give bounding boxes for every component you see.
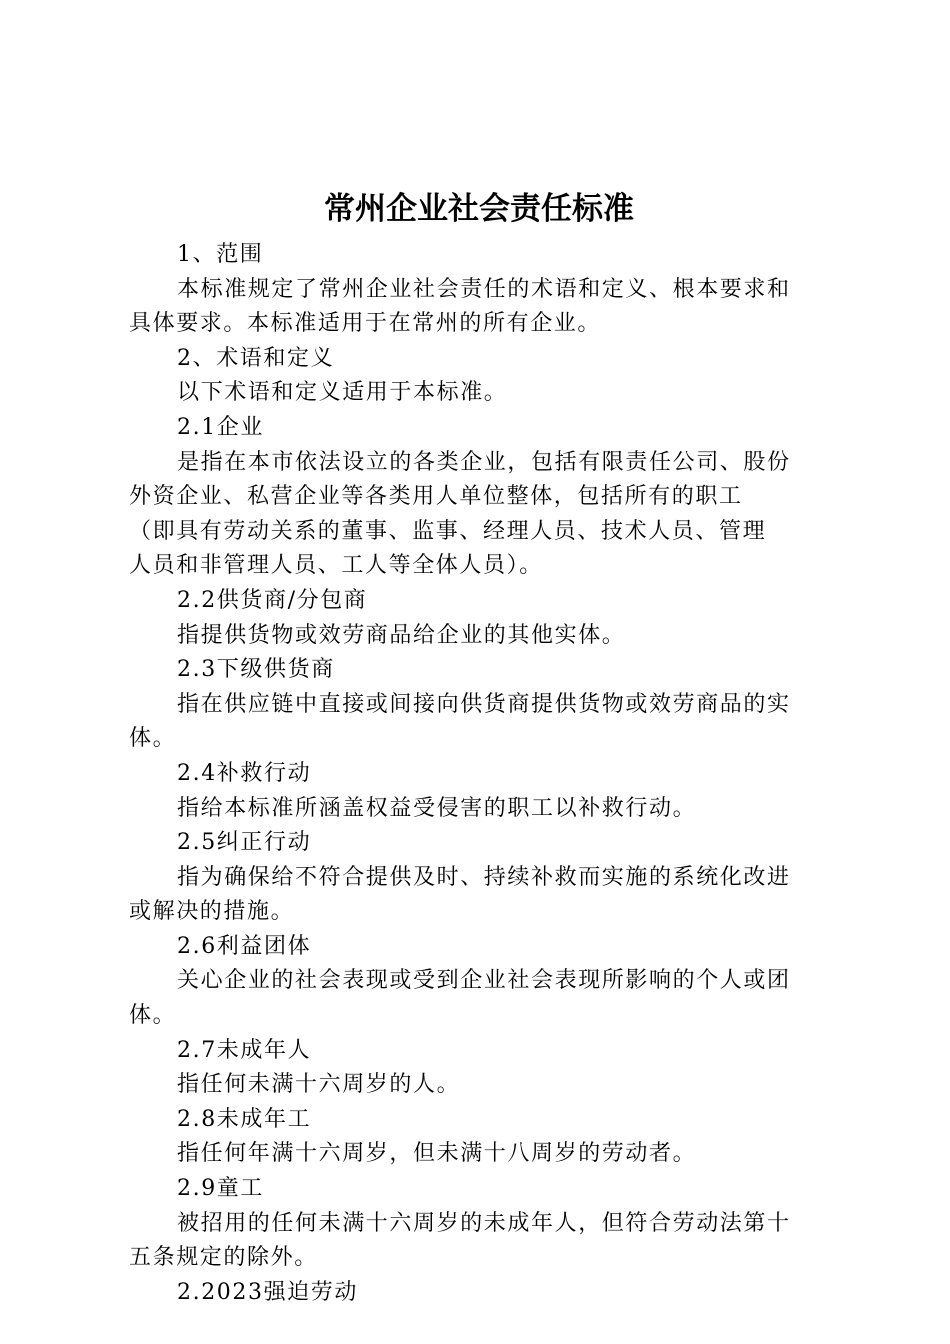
paragraph [129, 688, 833, 757]
section-heading: 1、范围 [177, 242, 264, 267]
section-heading: 2.6利益团体 [177, 933, 312, 959]
paragraph [129, 1207, 833, 1276]
paragraph [129, 1068, 833, 1103]
paragraph-line: 人员和非管理人员、工人等全体人员）。 [129, 553, 543, 579]
paragraph-line: 指任何年满十六周岁，但未满十八周岁的劳动者。 [177, 1141, 697, 1167]
paragraph-line: 以下术语和定义适用于本标准。 [177, 380, 508, 406]
paragraph-line: 指给本标准所涵盖权益受侵害的职工以补救行动。 [177, 795, 697, 821]
paragraph-line: 指为确保给不符合提供及时、持续补救而实施的系统化改进 [177, 864, 791, 890]
paragraph-line: 本标准规定了常州企业社会责任的术语和定义、根本要求和 [177, 276, 791, 302]
section-heading: 2.5纠正行动 [177, 830, 312, 856]
paragraph-line: 外资企业、私营企业等各类用人单位整体，包括所有的职工 [129, 484, 743, 510]
paragraph-line: 五条规定的除外。 [129, 1245, 318, 1271]
section-heading: 2.4补救行动 [177, 760, 312, 786]
paragraph-line: 或解决的措施。 [129, 899, 295, 925]
paragraph [129, 619, 833, 654]
paragraph-line: 是指在本市依法设立的各类企业，包括有限责任公司、股份 [177, 449, 791, 475]
paragraph-line: （即具有劳动关系的董事、监事、经理人员、技术人员、管理 [129, 518, 767, 544]
document-body [129, 238, 833, 1310]
section-heading: 2.1企业 [177, 414, 264, 440]
paragraph [129, 964, 833, 1033]
paragraph [129, 376, 833, 411]
paragraph-line: 关心企业的社会表现或受到企业社会表现所影响的个人或团 [177, 968, 791, 994]
section-heading: 2.2023强迫劳动 [177, 1279, 358, 1305]
section-heading: 2.2供货商/分包商 [177, 587, 368, 613]
paragraph-line: 具体要求。本标准适用于在常州的所有企业。 [129, 311, 602, 337]
paragraph [129, 792, 833, 827]
section-heading: 2.3下级供货商 [177, 657, 335, 683]
paragraph [129, 1137, 833, 1172]
document-title: 常州企业社会责任标准 [324, 191, 634, 227]
paragraph-line: 被招用的任何未满十六周岁的未成年人，但符合劳动法第十 [177, 1210, 791, 1236]
paragraph [129, 273, 833, 342]
paragraph-line: 体。 [129, 726, 177, 752]
section-heading: 2.9童工 [177, 1176, 264, 1202]
paragraph-line: 指提供货物或效劳商品给企业的其他实体。 [177, 622, 626, 648]
paragraph [129, 861, 833, 930]
paragraph-line: 指在供应链中直接或间接向供货商提供货物或效劳商品的实 [177, 691, 791, 717]
section-heading: 2.8未成年工 [177, 1106, 312, 1132]
section-heading: 2.7未成年人 [177, 1037, 312, 1063]
paragraph [129, 446, 833, 584]
section-heading: 2、术语和定义 [177, 345, 335, 371]
paragraph-line: 指任何未满十六周岁的人。 [177, 1072, 461, 1098]
paragraph-line: 体。 [129, 1003, 177, 1029]
